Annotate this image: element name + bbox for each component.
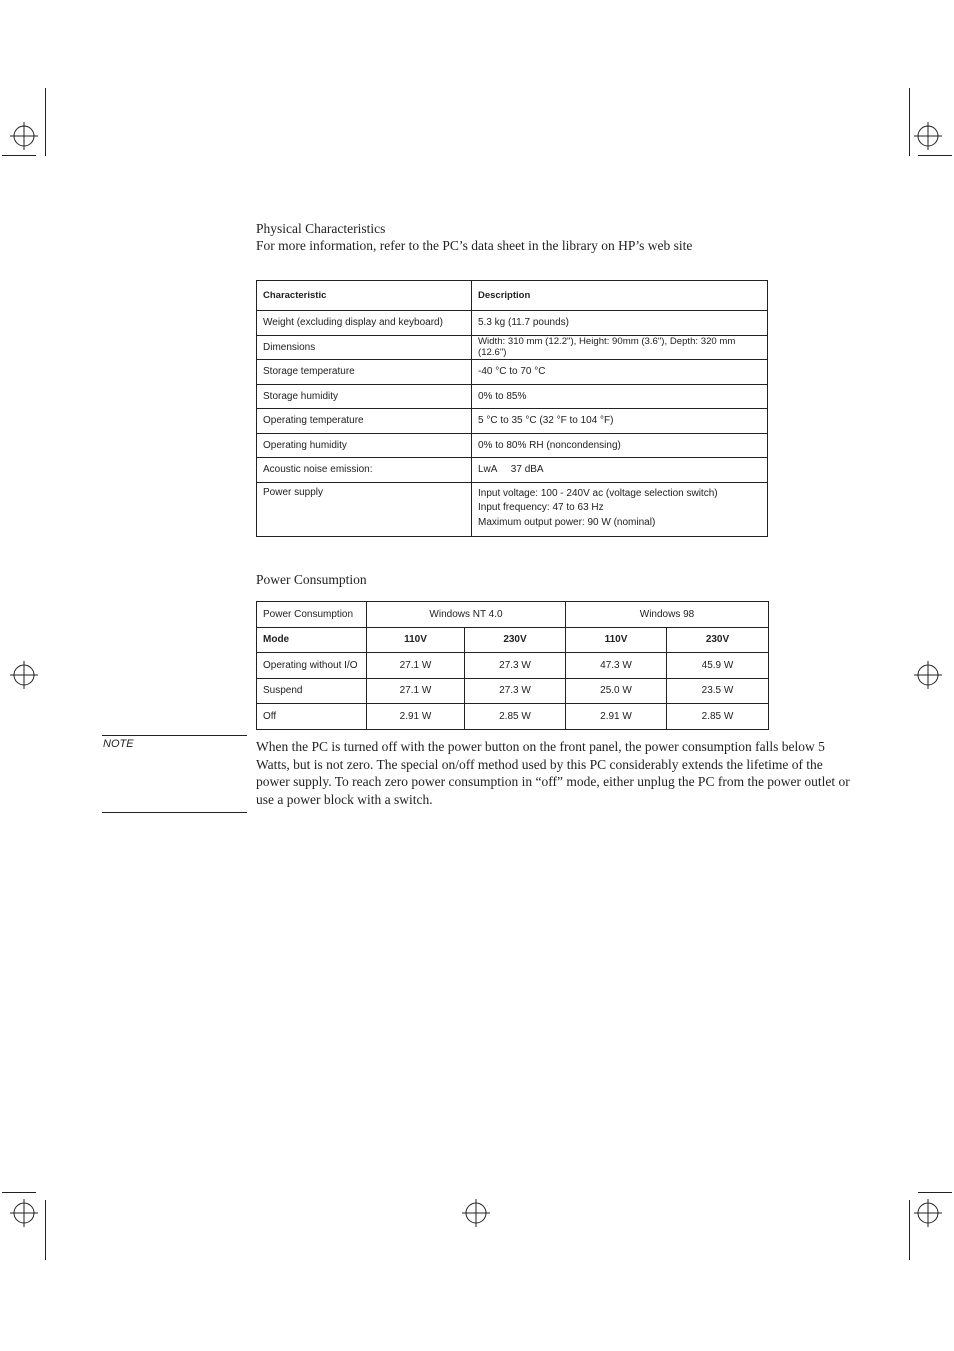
table-row bbox=[257, 335, 768, 360]
value-cell: 27.3 W bbox=[465, 653, 566, 679]
description-cell: -40 °C to 70 °C bbox=[472, 360, 768, 385]
power-consumption-table bbox=[256, 601, 769, 730]
characteristic-cell: Storage temperature bbox=[257, 360, 472, 385]
table-row bbox=[257, 653, 769, 679]
voltage-header: 110V bbox=[367, 627, 465, 653]
crop-line bbox=[918, 1192, 952, 1193]
column-header: Description bbox=[472, 281, 768, 311]
crop-line bbox=[2, 1192, 36, 1193]
description-cell: LwA 37 dBA bbox=[472, 458, 768, 483]
physical-characteristics-table bbox=[256, 280, 768, 537]
characteristic-cell: Storage humidity bbox=[257, 384, 472, 409]
value-cell: 27.1 W bbox=[367, 678, 465, 704]
column-header-windows-nt: Windows NT 4.0 bbox=[367, 602, 566, 628]
physical-title: Physical Characteristics bbox=[256, 221, 386, 236]
mode-cell: Suspend bbox=[257, 678, 367, 704]
column-header: Power Consumption bbox=[257, 602, 367, 628]
value-cell: 27.3 W bbox=[465, 678, 566, 704]
crop-line bbox=[909, 88, 910, 156]
mode-header: Mode bbox=[257, 627, 367, 653]
table-row bbox=[257, 360, 768, 385]
note-bottom-rule bbox=[102, 812, 247, 813]
description-cell: 5 °C to 35 °C (32 °F to 104 °F) bbox=[472, 409, 768, 434]
value-cell: 45.9 W bbox=[667, 653, 769, 679]
registration-mark-icon bbox=[10, 122, 38, 150]
voltage-header: 110V bbox=[566, 627, 667, 653]
description-cell: 0% to 85% bbox=[472, 384, 768, 409]
note-text: When the PC is turned off with the power button on the front panel, the power consumption falls below 5 Watts, but is not zero. The special on/off method used by this PC considerably extends the lifetime of the power supply. To reach zero power consumption in “off” mode, either unplug the PC from the power outlet or use a power block with a switch. bbox=[256, 739, 850, 807]
registration-mark-icon bbox=[914, 1199, 942, 1227]
mode-cell: Operating without I/O bbox=[257, 653, 367, 679]
table-row bbox=[257, 311, 768, 336]
characteristic-cell: Acoustic noise emission: bbox=[257, 458, 472, 483]
column-header: Characteristic bbox=[257, 281, 472, 311]
table-row bbox=[257, 482, 768, 536]
table-row bbox=[257, 458, 768, 483]
table-header-row bbox=[257, 627, 769, 653]
crop-line bbox=[2, 155, 36, 156]
characteristic-cell: Operating temperature bbox=[257, 409, 472, 434]
note-top-rule bbox=[102, 735, 247, 736]
value-cell: 2.85 W bbox=[667, 704, 769, 730]
power-supply-line: Input voltage: 100 - 240V ac (voltage selection switch) bbox=[478, 487, 718, 499]
table-row bbox=[257, 409, 768, 434]
table-header-row bbox=[257, 602, 769, 628]
description-cell: Width: 310 mm (12.2"), Height: 90mm (3.6"), Depth: 320 mm (12.6") bbox=[472, 335, 768, 360]
description-cell bbox=[472, 482, 768, 536]
value-cell: 25.0 W bbox=[566, 678, 667, 704]
table-row bbox=[257, 678, 769, 704]
column-header-windows-98: Windows 98 bbox=[566, 602, 769, 628]
description-cell: 5.3 kg (11.7 pounds) bbox=[472, 311, 768, 336]
table-row bbox=[257, 384, 768, 409]
value-cell: 2.91 W bbox=[566, 704, 667, 730]
table-row bbox=[257, 433, 768, 458]
registration-mark-icon bbox=[914, 661, 942, 689]
crop-line bbox=[45, 88, 46, 156]
registration-mark-icon bbox=[10, 661, 38, 689]
table-row bbox=[257, 704, 769, 730]
registration-mark-icon bbox=[10, 1199, 38, 1227]
value-cell: 2.85 W bbox=[465, 704, 566, 730]
voltage-header: 230V bbox=[465, 627, 566, 653]
value-cell: 27.1 W bbox=[367, 653, 465, 679]
value-cell: 47.3 W bbox=[566, 653, 667, 679]
description-cell: 0% to 80% RH (noncondensing) bbox=[472, 433, 768, 458]
power-supply-line: Input frequency: 47 to 63 Hz bbox=[478, 502, 604, 513]
characteristic-cell: Operating humidity bbox=[257, 433, 472, 458]
characteristic-cell: Weight (excluding display and keyboard) bbox=[257, 311, 472, 336]
note-label: NOTE bbox=[103, 738, 134, 750]
crop-line bbox=[909, 1200, 910, 1260]
voltage-header: 230V bbox=[667, 627, 769, 653]
value-cell: 2.91 W bbox=[367, 704, 465, 730]
table-header-row bbox=[257, 281, 768, 311]
registration-mark-icon bbox=[914, 122, 942, 150]
crop-line bbox=[45, 1200, 46, 1260]
value-cell: 23.5 W bbox=[667, 678, 769, 704]
power-supply-line: Maximum output power: 90 W (nominal) bbox=[478, 516, 656, 528]
power-title: Power Consumption bbox=[256, 572, 367, 587]
characteristic-cell: Dimensions bbox=[257, 335, 472, 360]
registration-mark-icon bbox=[462, 1199, 490, 1227]
characteristic-cell: Power supply bbox=[257, 482, 472, 536]
crop-line bbox=[918, 155, 952, 156]
physical-intro: For more information, refer to the PC’s data sheet in the library on HP’s web site bbox=[256, 238, 693, 253]
mode-cell: Off bbox=[257, 704, 367, 730]
